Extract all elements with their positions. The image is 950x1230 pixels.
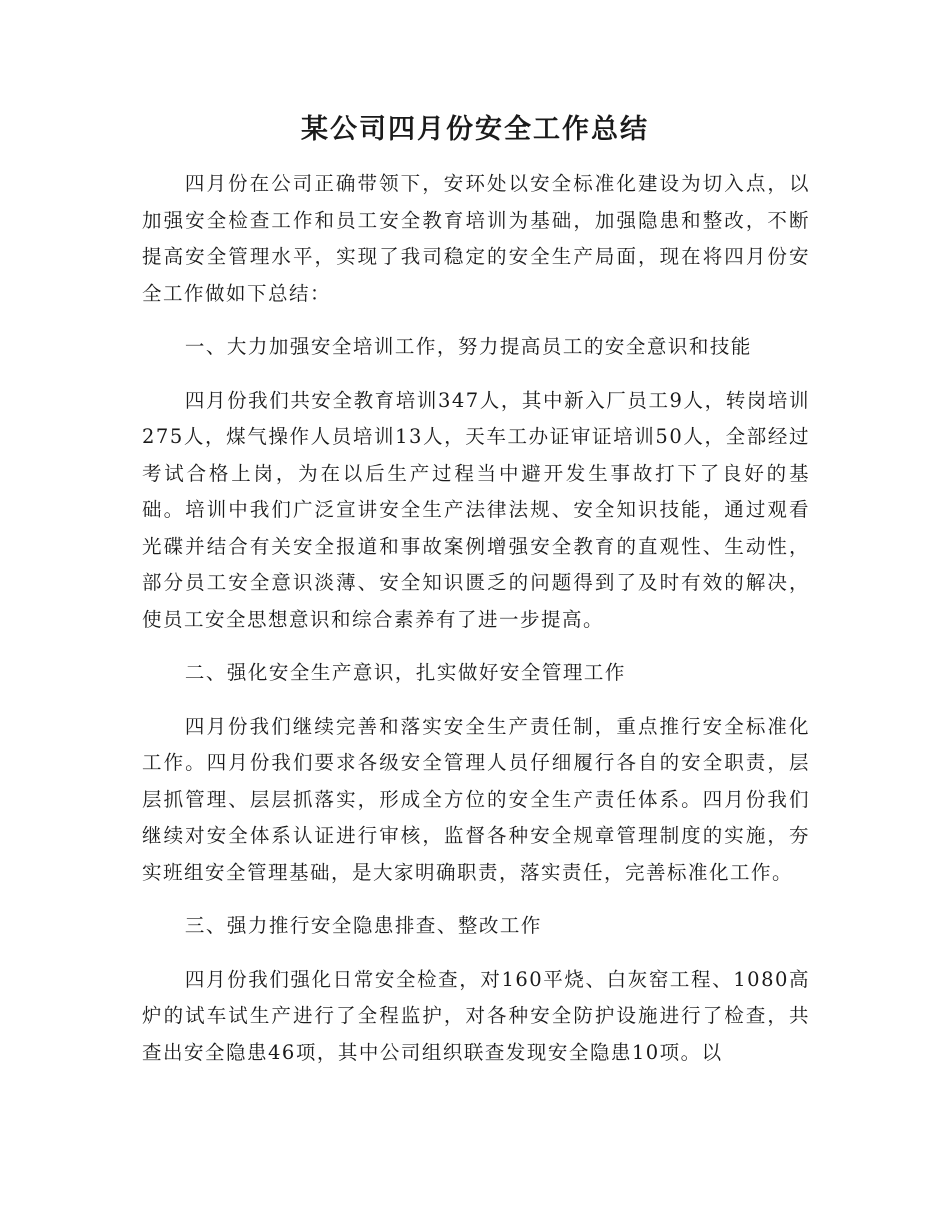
section-body-3: 四月份我们强化日常安全检查，对160平烧、白灰窑工程、1080高炉的试车试生产进行了全程监护，对各种安全防护设施进行了检查，共查出安全隐患46项，其中公司组织联查发现安全隐患10项。以 (142, 967, 810, 1064)
section-heading-2: 二、强化安全生产意识，扎实做好安全管理工作 (184, 661, 626, 684)
section-heading-1: 一、大力加强安全培训工作，努力提高员工的安全意识和技能 (184, 335, 752, 358)
document-title: 某公司四月份安全工作总结 (301, 114, 649, 145)
section-heading-3: 三、强力推行安全隐患排查、整改工作 (184, 914, 542, 937)
document-body (142, 166, 810, 1071)
intro-paragraph: 四月份在公司正确带领下，安环处以安全标准化建设为切入点，以加强安全检查工作和员工安全教育培训为基础，加强隐患和整改，不断提高安全管理水平，实现了我司稳定的安全生产局面，现在将四月份安全工作做如下总结： (142, 172, 810, 305)
section-body-1: 四月份我们共安全教育培训347人，其中新入厂员工9人，转岗培训275人，煤气操作人员培训13人，天车工办证审证培训50人，全部经过考试合格上岗，为在以后生产过程当中避开发生事故打下了良好的基础。培训中我们广泛宣讲安全生产法律法规、安全知识技能，通过观看光碟并结合有关安全报道和事故案例增强安全教育的直观性、生动性，部分员工安全意识淡薄、安全知识匮乏的问题得到了及时有效的解决，使员工安全思想意识和综合素养有了进一步提高。 (142, 388, 810, 631)
section-body-2: 四月份我们继续完善和落实安全生产责任制，重点推行安全标准化工作。四月份我们要求各级安全管理人员仔细履行各自的安全职责，层层抓管理、层层抓落实，形成全方位的安全生产责任体系。四月份我们继续对安全体系认证进行审核，监督各种安全规章管理制度的实施，夯实班组安全管理基础，是大家明确职责，落实责任，完善标准化工作。 (142, 714, 810, 884)
